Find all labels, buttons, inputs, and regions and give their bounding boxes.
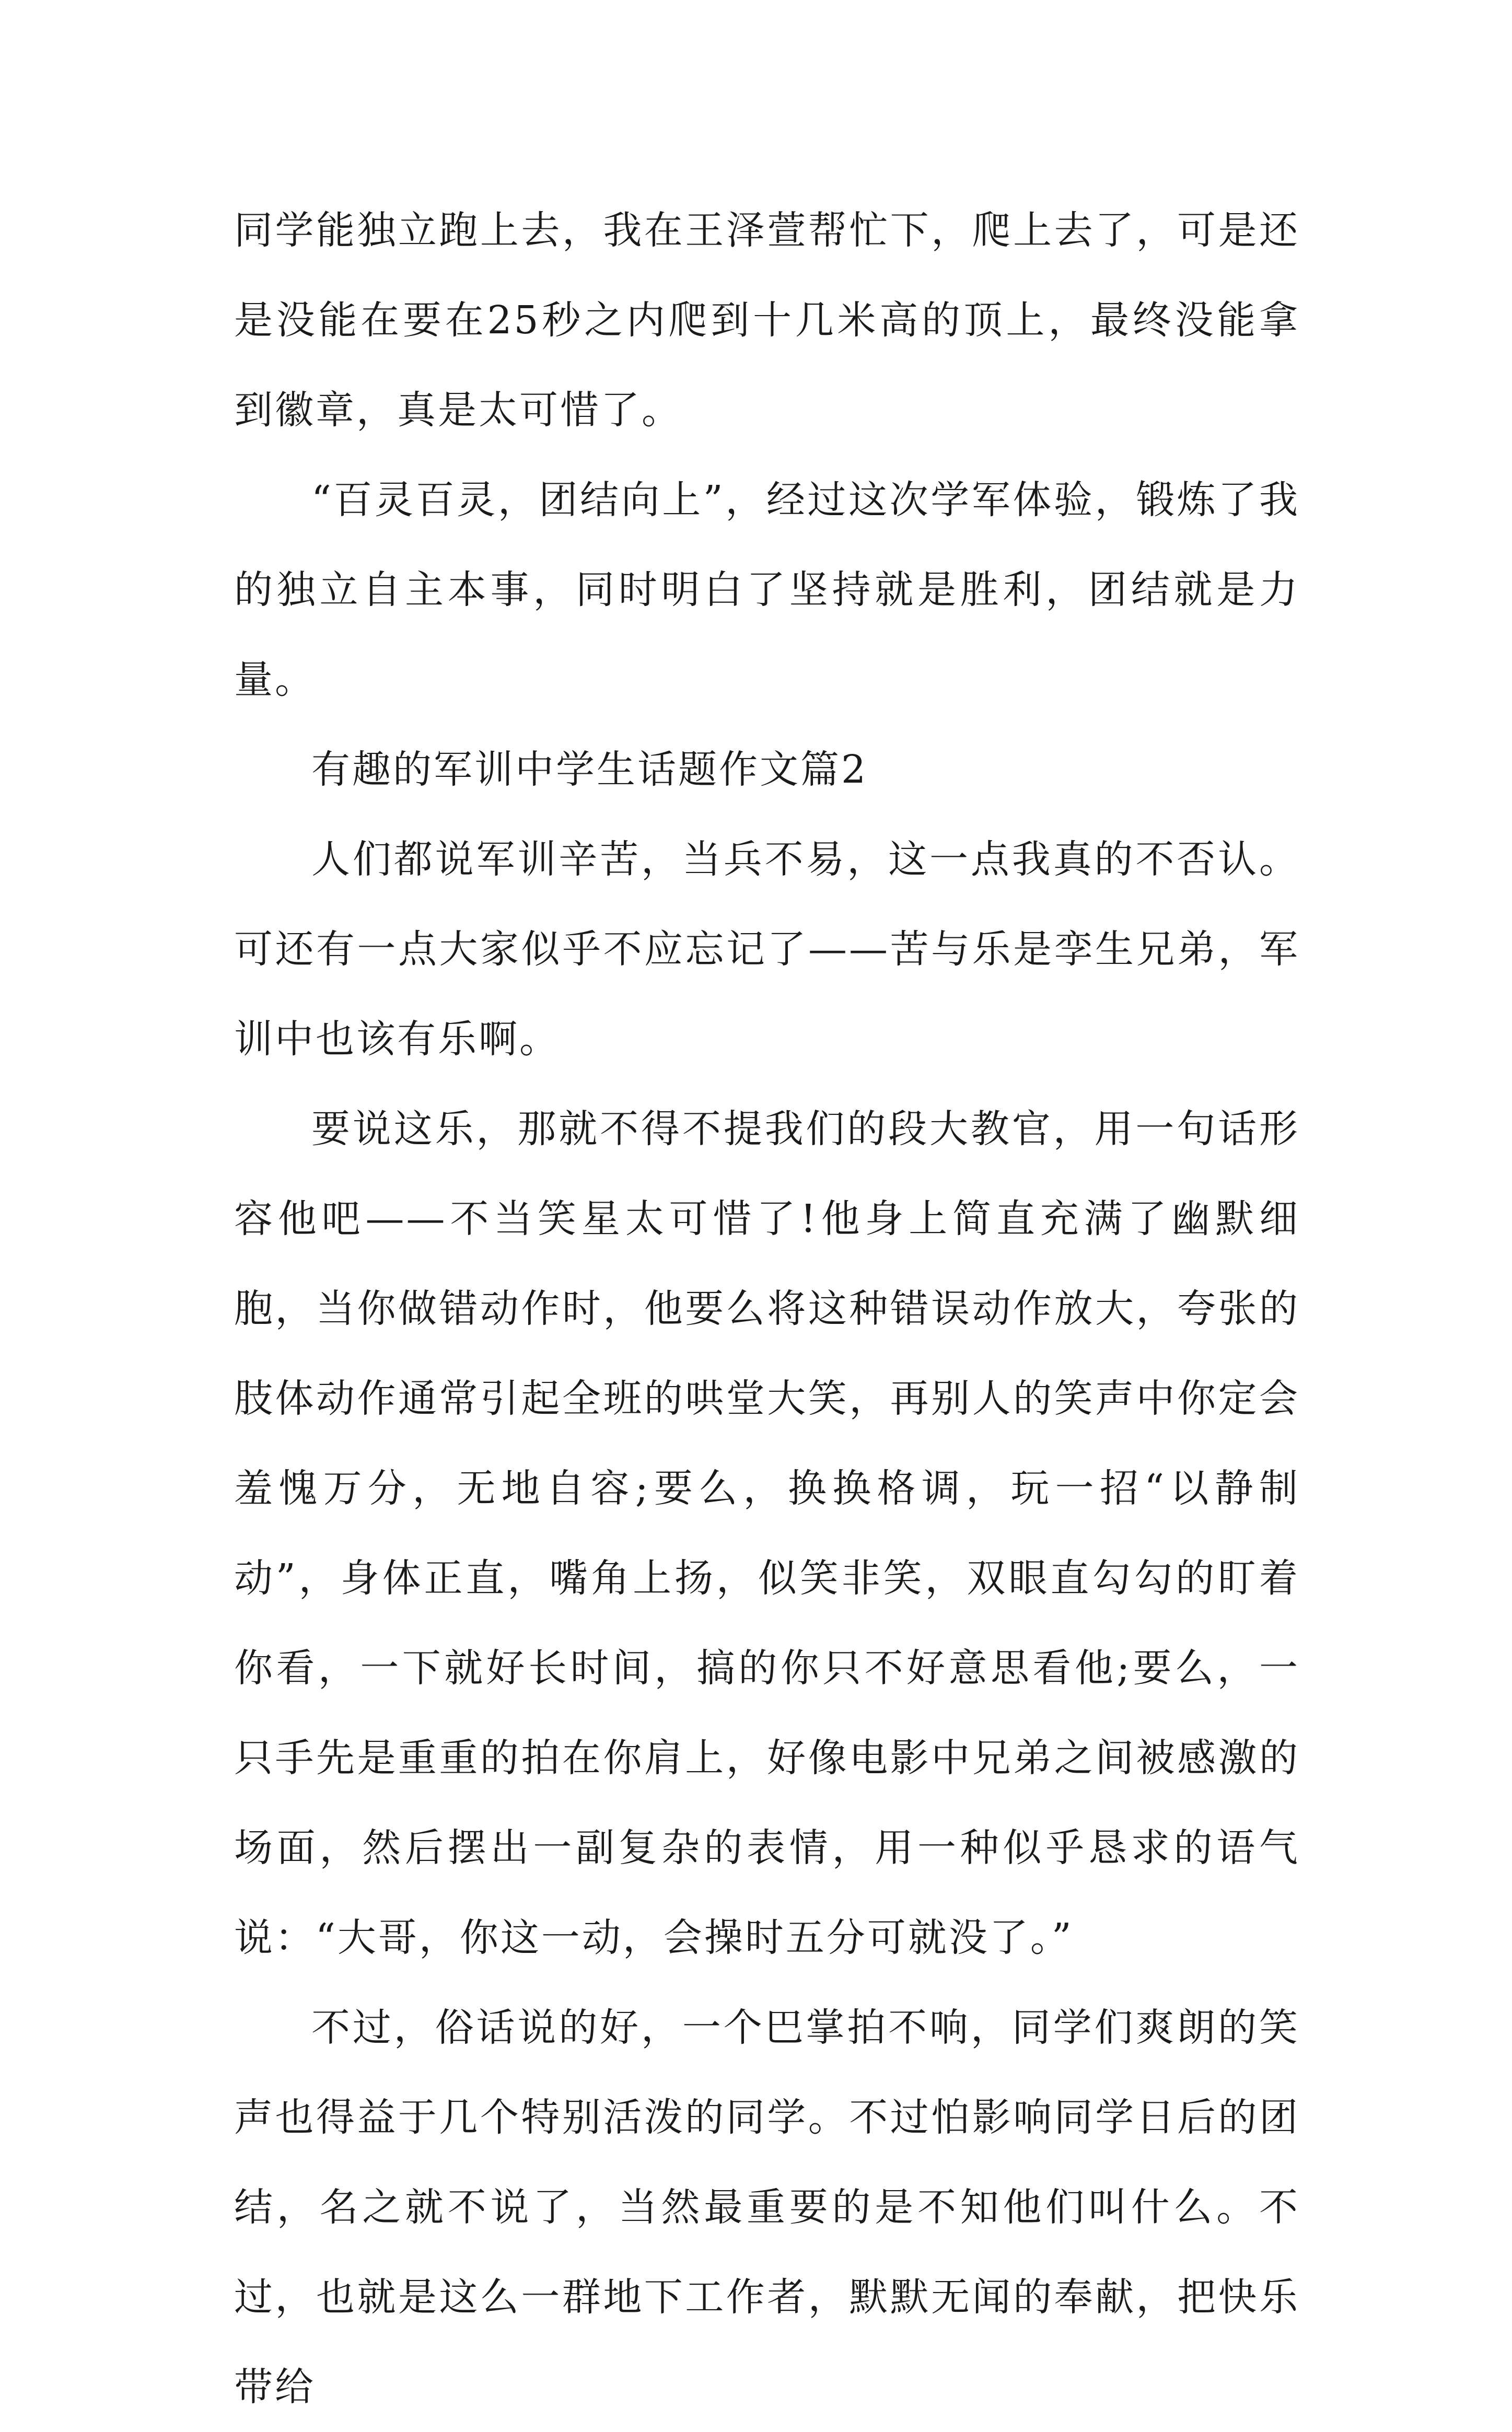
paragraph-intro: 人们都说军训辛苦，当兵不易，这一点我真的不否认。可还有一点大家似乎不应忘记了——苦与乐是孪生兄弟，军训中也该有乐啊。: [234, 837, 1300, 1062]
paragraph-instructor: 要说这乐，那就不得不提我们的段大教官，用一句话形容他吧——不当笑星太可惜了!他身上简直充满了幽默细胞，当你做错动作时，他要么将这种错误动作放大，夸张的肢体动作通常引起全班的哄堂大笑，再别人的笑声中你定会羞愧万分，无地自容;要么，换换格调，玩一招“以静制动”，身体正直，嘴角上扬，似笑非笑，双眼直勾勾的盯着你看，一下就好长时间，搞的你只不好意思看他;要么，一只手先是重重的拍在你肩上，好像电影中兄弟之间被感激的场面，然后摆出一副复杂的表情，用一种似乎恳求的语气说：“大哥，你这一动，会操时五分可就没了。”: [234, 1107, 1300, 1960]
body-text: [234, 185, 1300, 2432]
paragraph-conclusion: “百灵百灵，团结向上”，经过这次学军体验，锻炼了我的独立自主本事，同时明白了坚持就是胜利，团结就是力量。: [234, 478, 1300, 702]
essay-title: 有趣的军训中学生话题作文篇2: [311, 747, 868, 792]
paragraph-continuation: 同学能独立跑上去，我在王泽萱帮忙下，爬上去了，可是还是没能在要在25秒之内爬到十几米高的顶上，最终没能拿到徽章，真是太可惜了。: [234, 208, 1300, 433]
paragraph-classmates: 不过，俗话说的好，一个巴掌拍不响，同学们爽朗的笑声也得益于几个特别活泼的同学。不过怕影响同学日后的团结，名之就不说了，当然最重要的是不知他们叫什么。不过，也就是这么一群地下工作者，默默无闻的奉献，把快乐带给: [234, 2005, 1300, 2410]
